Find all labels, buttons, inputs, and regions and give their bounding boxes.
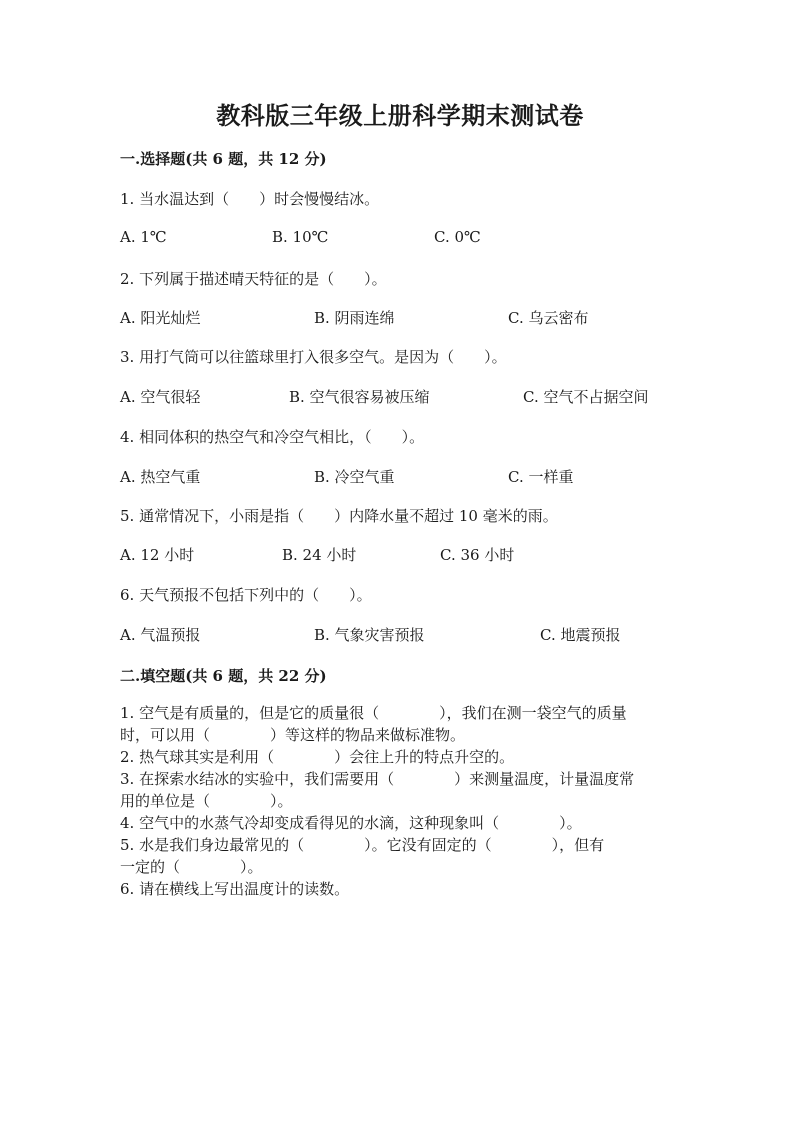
q4-option-c: C. 一样重	[508, 468, 574, 486]
q2-option-a: A. 阳光灿烂	[120, 309, 201, 327]
q1-option-a: A. 1℃	[120, 228, 167, 246]
fill-line: 6. 请在横线上写出温度计的读数。	[120, 880, 350, 898]
q2-option-c: C. 乌云密布	[508, 309, 589, 327]
q6-option-c: C. 地震预报	[540, 626, 621, 644]
section-heading-fill: 二.填空题(共 6 题，共 22 分)	[120, 667, 327, 685]
q1-option-c: C. 0℃	[434, 228, 481, 246]
q4-option-a: A. 热空气重	[120, 468, 201, 486]
q4-option-b: B. 冷空气重	[314, 468, 395, 486]
fill-line: 5. 水是我们身边最常见的（ ）。它没有固定的（ ），但有	[120, 836, 605, 854]
question-4: 4. 相同体积的热空气和冷空气相比，（ ）。	[120, 428, 425, 446]
q5-option-c: C. 36 小时	[440, 546, 515, 564]
question-2: 2. 下列属于描述晴天特征的是（ ）。	[120, 270, 387, 288]
fill-line: 3. 在探索水结冰的实验中，我们需要用（ ）来测量温度，计量温度常	[120, 770, 635, 788]
question-5: 5. 通常情况下，小雨是指（ ）内降水量不超过 10 毫米的雨。	[120, 507, 558, 525]
q3-option-c: C. 空气不占据空间	[523, 388, 649, 406]
fill-in-questions	[120, 702, 690, 900]
q6-option-b: B. 气象灾害预报	[314, 626, 425, 644]
question-1: 1. 当水温达到（ ）时会慢慢结冰。	[120, 190, 380, 208]
q6-option-a: A. 气温预报	[120, 626, 201, 644]
fill-line: 1. 空气是有质量的，但是它的质量很（ ），我们在测一袋空气的质量	[120, 704, 627, 722]
q1-option-b: B. 10℃	[272, 228, 329, 246]
q3-option-b: B. 空气很容易被压缩	[289, 388, 430, 406]
question-6: 6. 天气预报不包括下列中的（ ）。	[120, 586, 372, 604]
fill-line: 时，可以用（ ）等这样的物品来做标准物。	[120, 726, 466, 744]
fill-line: 2. 热气球其实是利用（ ）会往上升的特点升空的。	[120, 748, 515, 766]
q5-option-b: B. 24 小时	[282, 546, 357, 564]
q5-option-a: A. 12 小时	[120, 546, 195, 564]
q3-option-a: A. 空气很轻	[120, 388, 201, 406]
fill-line: 一定的（ ）。	[120, 858, 263, 876]
page-title: 教科版三年级上册科学期末测试卷	[216, 101, 584, 130]
question-3: 3. 用打气筒可以往篮球里打入很多空气。是因为（ ）。	[120, 348, 507, 366]
fill-line: 4. 空气中的水蒸气冷却变成看得见的水滴，这种现象叫（ ）。	[120, 814, 582, 832]
q2-option-b: B. 阴雨连绵	[314, 309, 395, 327]
fill-line: 用的单位是（ ）。	[120, 792, 293, 810]
section-heading-choice: 一.选择题(共 6 题，共 12 分)	[120, 150, 327, 168]
